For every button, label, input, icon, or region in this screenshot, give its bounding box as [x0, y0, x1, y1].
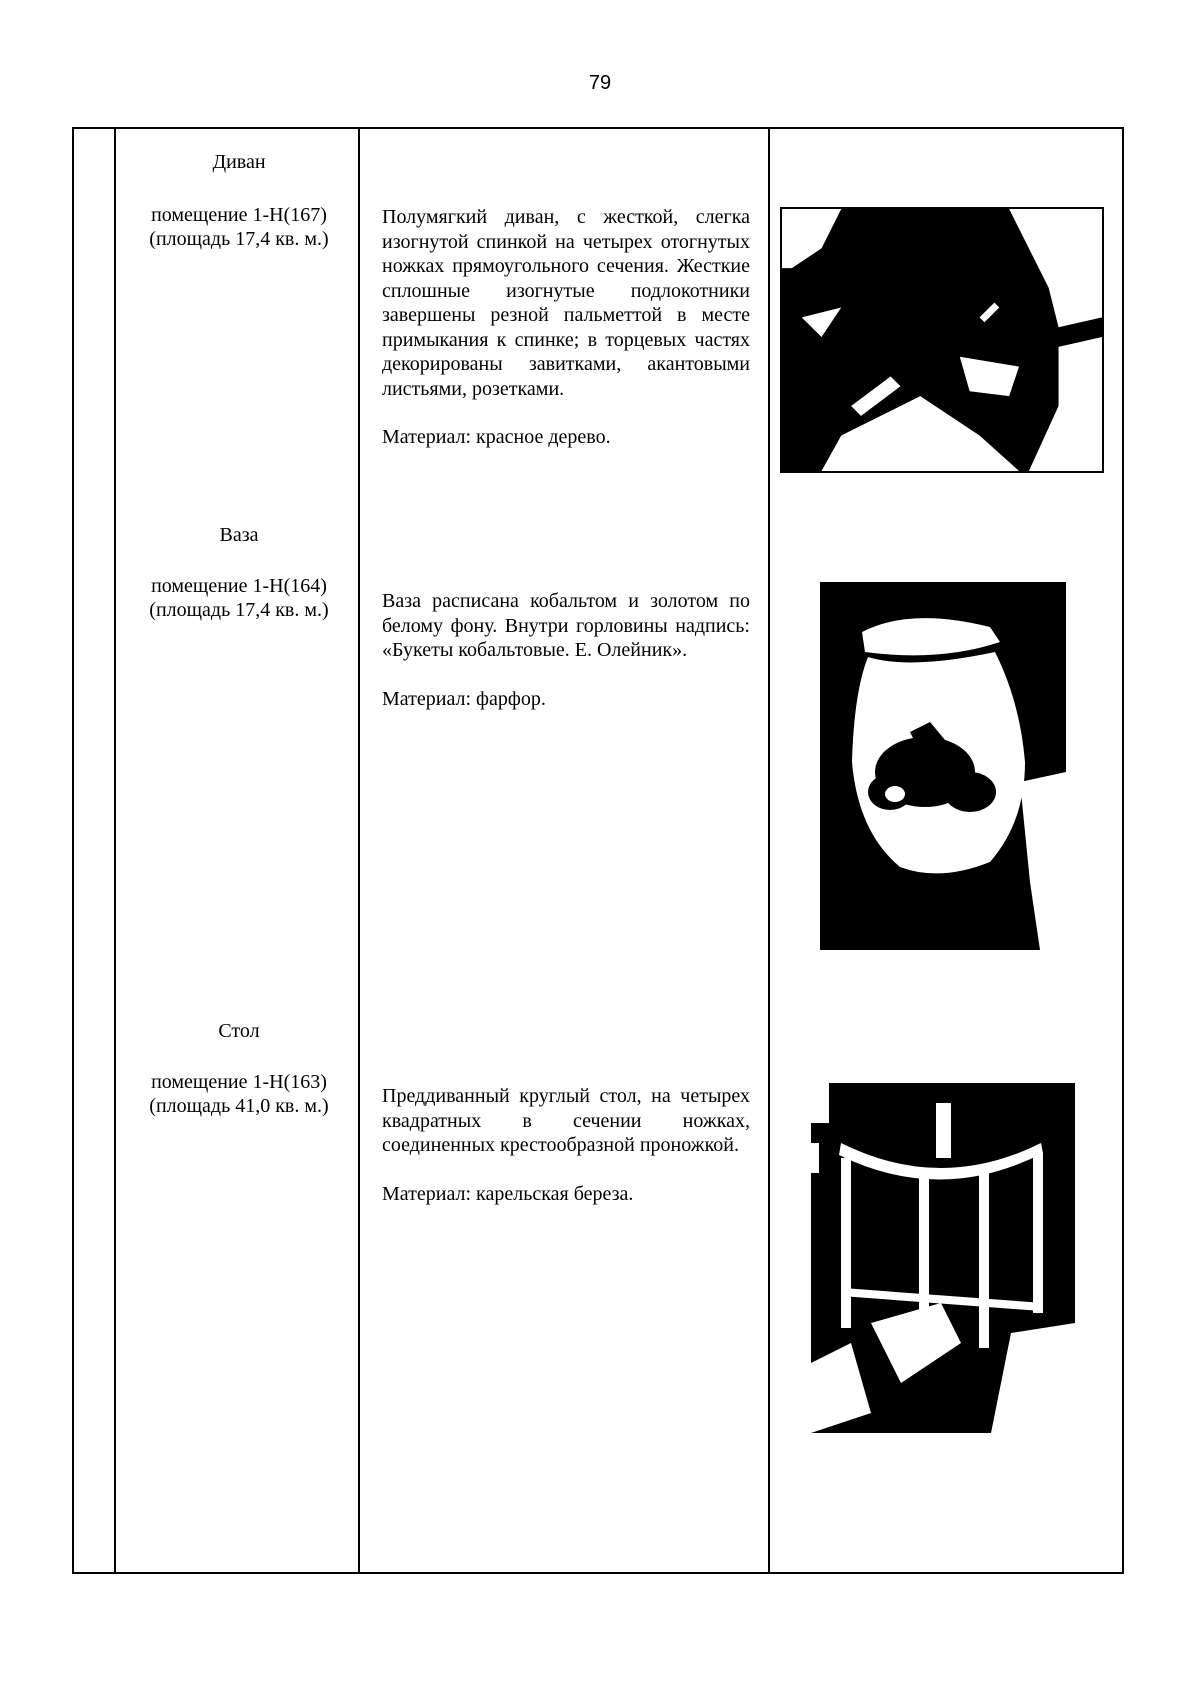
- entry-title: Стол: [218, 1020, 260, 1042]
- entry-material: Материал: карельская береза.: [382, 1182, 634, 1205]
- entry-area: (площадь 41,0 кв. м.): [149, 1095, 329, 1117]
- entry-area: (площадь 17,4 кв. м.): [149, 599, 329, 621]
- table-divider-name: [358, 127, 360, 1574]
- table-photo-icon: [811, 1083, 1075, 1433]
- entry-title: Диван: [212, 151, 266, 173]
- entry-description: Преддиванный круглый стол, на четырех квадратных в сечении ножках, соединенных крестообразной проножкой.: [382, 1085, 750, 1156]
- entry-room: помещение 1-Н(167): [151, 204, 327, 226]
- vase-photo: [820, 582, 1066, 950]
- entry-description-block: [382, 1084, 750, 1206]
- page-number: 79: [588, 72, 612, 94]
- vase-photo-icon: [820, 582, 1066, 950]
- entry-room: помещение 1-Н(163): [151, 1071, 327, 1093]
- entry-description-block: [382, 205, 750, 450]
- sofa-photo: [780, 207, 1104, 473]
- sofa-photo-icon: [782, 209, 1102, 471]
- entry-description: Ваза расписана кобальтом и золотом по белому фону. Внутри горловины надпись: «Букеты кобальтовые. Е. Олейник».: [382, 590, 750, 661]
- table-divider-index: [114, 127, 116, 1574]
- entry-room: помещение 1-Н(164): [151, 575, 327, 597]
- entry-description-block: [382, 589, 750, 711]
- table-divider-description: [768, 127, 770, 1574]
- entry-title: Ваза: [219, 524, 259, 546]
- entry-material: Материал: красное дерево.: [382, 426, 611, 448]
- entry-material: Материал: фарфор.: [382, 687, 546, 710]
- entry-area: (площадь 17,4 кв. м.): [149, 228, 329, 250]
- entry-description: Полумягкий диван, с жесткой, слегка изогнутой спинкой на четырех отогнутых ножках прямоугольного сечения. Жесткие сплошные изогнутые подлокотники завершены резной пальметтой в месте примыкания к спинке; в торцевых частях декорированы завитками, акантовыми листьями, розетками.: [382, 206, 750, 400]
- table-photo: [811, 1083, 1075, 1433]
